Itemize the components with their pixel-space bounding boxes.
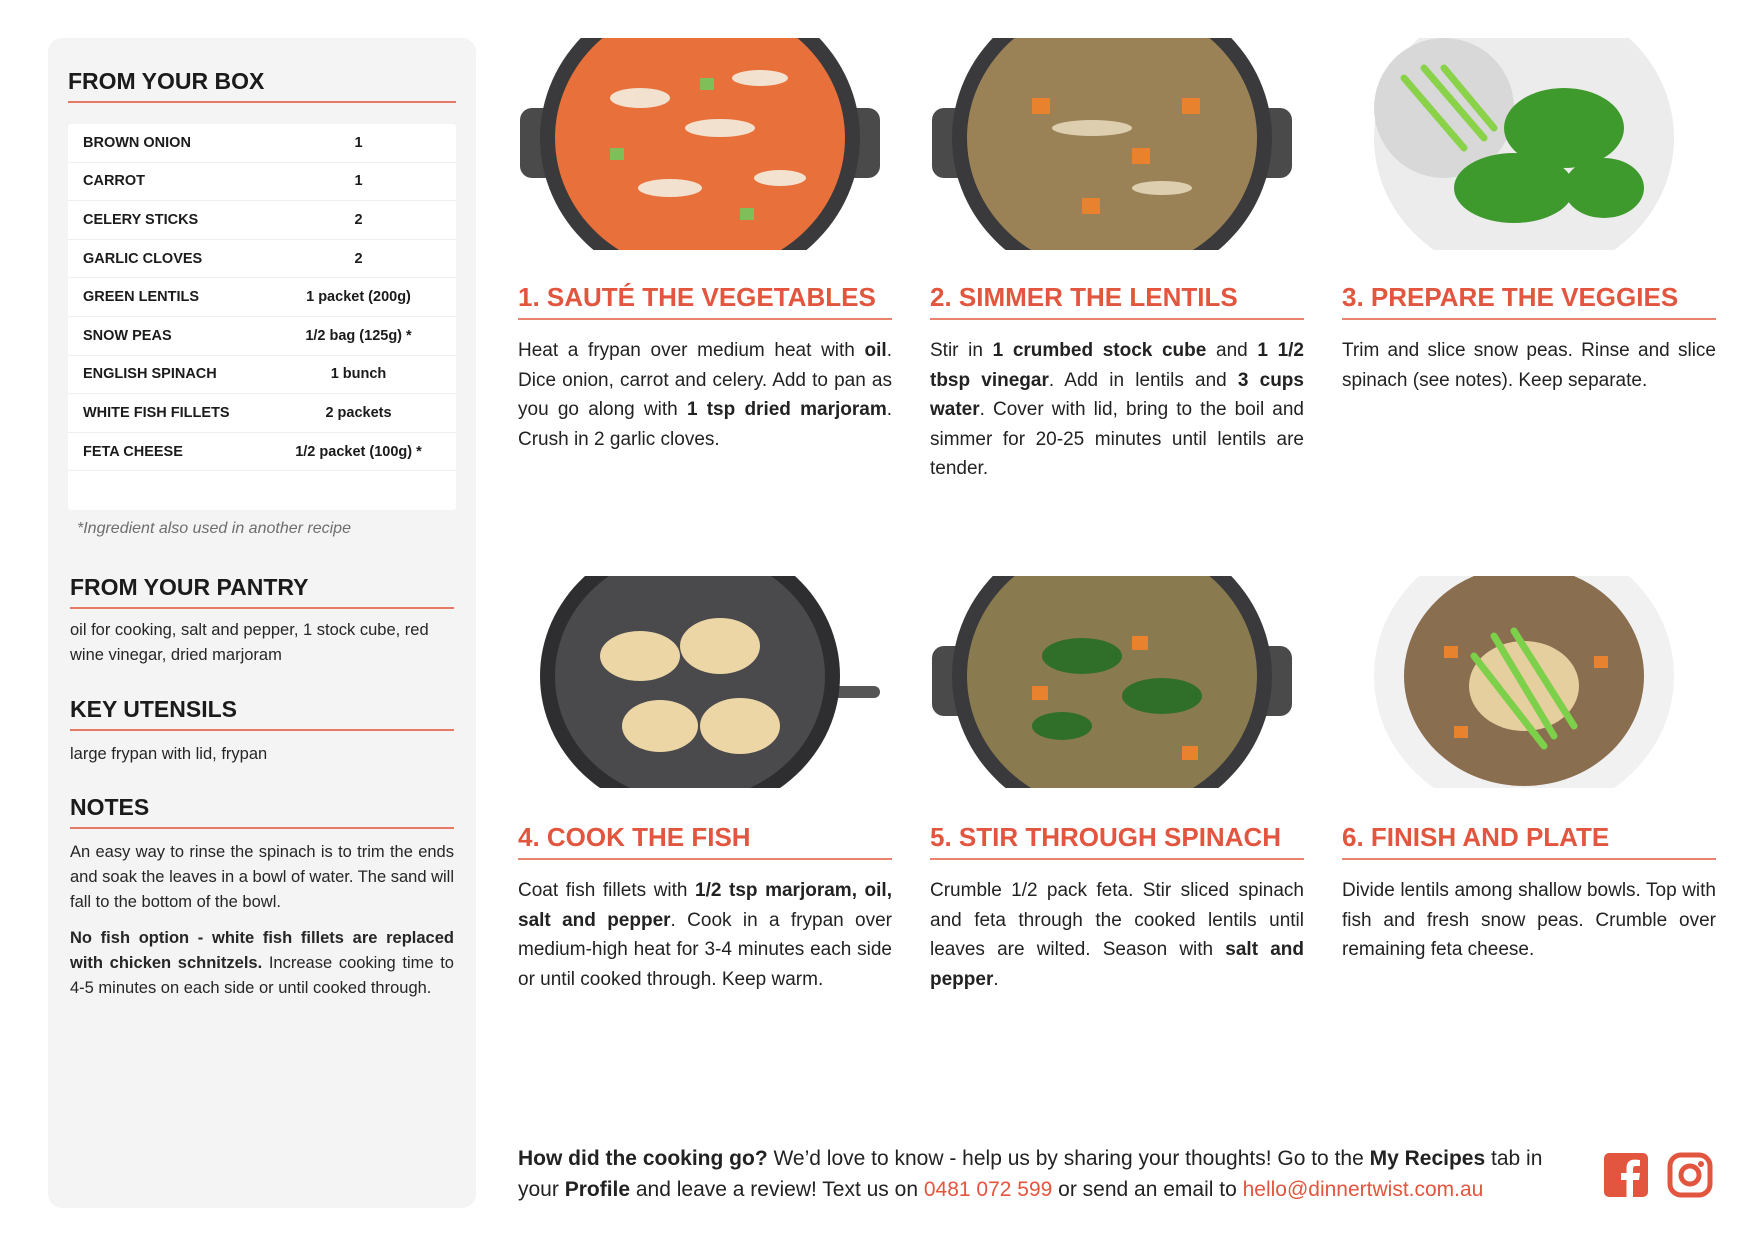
step-key-ingredient: salt and pepper [930, 939, 1304, 990]
notes-no-fish-option: No fish option - white fish fillets are replaced with chicken schnitzels. [70, 929, 454, 972]
step-3-title: 3. PREPARE THE VEGGIES [1342, 282, 1716, 320]
step-key-ingredient: 1 1/2 tbsp vinegar [930, 340, 1304, 391]
step-text: . Cook in a frypan over medium-high heat for 3-4 minutes each side or until cooked through. Keep warm. [518, 909, 892, 990]
ingredient-footnote: *Ingredient also used in another recipe [77, 520, 351, 537]
pantry-text: oil for cooking, salt and pepper, 1 stock cube, red wine vinegar, dried marjoram [70, 621, 429, 664]
footer-text-2: tab in your [518, 1147, 1543, 1201]
ingredient-quantity: 1 packet (200g) [306, 289, 411, 306]
notes-heading: NOTES [70, 794, 454, 829]
profile-label: Profile [564, 1178, 631, 1201]
ingredient-name: SNOW PEAS [83, 327, 172, 344]
ingredient-name: FETA CHEESE [83, 443, 183, 460]
step-2-image [932, 38, 1292, 250]
ingredient-row [68, 240, 456, 279]
step-text: . Add in lentils and [1048, 369, 1238, 391]
step-text: . [993, 968, 999, 990]
step-text: . Dice onion, carrot and celery. Add to pan as you go along with [518, 340, 892, 420]
step-text: Heat a frypan over medium heat with [518, 340, 865, 361]
ingredient-quantity: 1/2 bag (125g) * [305, 327, 412, 344]
step-6-image [1344, 576, 1704, 788]
step-2-body [930, 336, 1304, 484]
footer-text-3: and leave a review! Text us on [630, 1178, 924, 1201]
ingredient-quantity: 2 packets [325, 404, 392, 421]
ingredient-row [68, 163, 456, 202]
ingredient-quantity: 1 [354, 173, 363, 190]
step-text: Trim and slice snow peas. Rinse and slice spinach (see notes). Keep separate. [1342, 340, 1716, 391]
key-utensils-heading: KEY UTENSILS [70, 696, 454, 731]
step-4-title: 4. COOK THE FISH [518, 822, 892, 860]
ingredient-quantity: 2 [354, 211, 363, 228]
ingredient-name: ENGLISH SPINACH [83, 366, 217, 383]
step-3-body [1342, 336, 1716, 395]
email-link[interactable]: hello@dinnertwist.com.au [1242, 1178, 1484, 1201]
notes-paragraph-1: An easy way to rinse the spinach is to trim the ends and soak the leaves in a bowl of water. The sand will fall to the bottom of the bowl. [70, 843, 455, 911]
step-text: Divide lentils among shallow bowls. Top with fish and fresh snow peas. Crumble over remaining feta cheese. [1342, 880, 1716, 960]
step-key-ingredient: oil [864, 340, 887, 361]
step-text: Coat fish fillets with [518, 880, 696, 901]
step-5-image [932, 576, 1292, 788]
step-key-ingredient: 1 tsp dried marjoram [686, 399, 887, 420]
step-text: and [1206, 340, 1258, 361]
ingredient-row [68, 201, 456, 240]
ingredient-quantity: 1/2 packet (100g) * [295, 443, 422, 460]
ingredient-quantity: 1 [354, 134, 363, 151]
ingredients-sidebar [48, 38, 476, 1208]
ingredient-name: CARROT [83, 173, 146, 190]
facebook-icon[interactable] [1603, 1152, 1649, 1198]
footer-text-1: We’d love to know - help us by sharing your thoughts! Go to the [767, 1147, 1370, 1170]
ingredient-row [68, 433, 456, 472]
step-6-body [1342, 876, 1716, 965]
ingredient-row [68, 278, 456, 317]
ingredients-table [68, 124, 456, 510]
step-text: . Crush in 2 garlic cloves. [518, 399, 892, 450]
phone-number-link[interactable]: 0481 072 599 [923, 1178, 1053, 1201]
feedback-footer [518, 1143, 1578, 1205]
notes-schnitzel-text: Increase cooking time to 4-5 minutes on each side or until cooked through. [70, 954, 454, 997]
step-6-title: 6. FINISH AND PLATE [1342, 822, 1716, 860]
step-1-body [518, 336, 892, 454]
step-key-ingredient: 3 cups water [930, 369, 1304, 420]
step-text: Crumble 1/2 pack feta. Stir sliced spinach and feta through the cooked lentils until leaves are wilted. Season with [930, 880, 1304, 960]
footer-text-4: or send an email to [1052, 1178, 1243, 1201]
from-your-pantry-heading: FROM YOUR PANTRY [70, 574, 454, 609]
my-recipes-label: My Recipes [1369, 1147, 1486, 1170]
step-4-image [520, 576, 880, 788]
footer-question: How did the cooking go? [518, 1147, 768, 1170]
ingredient-row [68, 317, 456, 356]
ingredient-name: CELERY STICKS [83, 211, 199, 228]
ingredient-row [68, 394, 456, 433]
step-5-body [930, 876, 1304, 994]
step-key-ingredient: 1 crumbed stock cube [992, 340, 1207, 361]
step-3-image [1344, 38, 1704, 250]
utensils-text: large frypan with lid, frypan [70, 745, 268, 763]
instagram-icon[interactable] [1667, 1152, 1713, 1198]
step-text: Stir in [930, 340, 993, 361]
step-2-title: 2. SIMMER THE LENTILS [930, 282, 1304, 320]
step-5-title: 5. STIR THROUGH SPINACH [930, 822, 1304, 860]
from-your-box-heading: FROM YOUR BOX [68, 68, 456, 103]
ingredient-row [68, 124, 456, 163]
step-4-body [518, 876, 892, 994]
ingredient-name: WHITE FISH FILLETS [83, 404, 230, 421]
step-key-ingredient: 1/2 tsp marjoram, oil, salt and pepper [518, 880, 892, 931]
notes-paragraph-2 [70, 926, 454, 1001]
ingredient-row [68, 356, 456, 395]
ingredient-name: BROWN ONION [83, 134, 191, 151]
ingredient-quantity: 1 bunch [330, 366, 387, 383]
step-text: . Cover with lid, bring to the boil and simmer for 20-25 minutes until lentils are tender. [930, 399, 1304, 479]
ingredient-name: GARLIC CLOVES [83, 250, 203, 267]
ingredient-name: GREEN LENTILS [83, 289, 200, 306]
ingredient-quantity: 2 [354, 250, 363, 267]
step-1-title: 1. SAUTÉ THE VEGETABLES [518, 282, 892, 320]
step-1-image [520, 38, 880, 250]
